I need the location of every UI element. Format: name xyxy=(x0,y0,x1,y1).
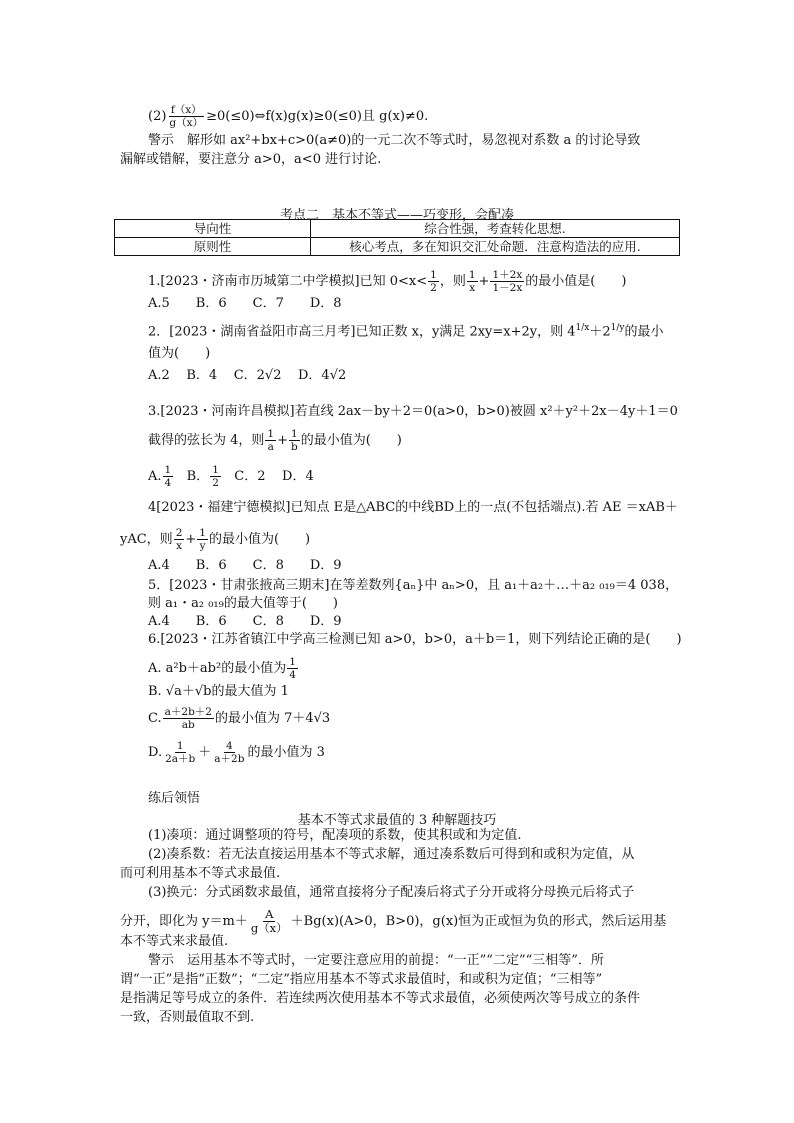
question-3-line-2: 截得的弦长为 4，则 $\frac{1}{a}$ + $\frac{1}{b}$ 的最小值为( ) xyxy=(148,428,402,453)
question-4-line-2: yAC，则 $\frac{2}{x}$ + $\frac{1}{y}$ 的最小值为( ) xyxy=(120,527,311,552)
tip-1: (1)凑项：通过调整项的符号，配凑项的系数，使其积或和为定值. xyxy=(148,828,522,843)
question-6-option-d: D. $\frac{1}{2a+b}$ ＋ $\frac{4}{a+2b}$ 的最小值为 3 xyxy=(148,740,325,765)
question-3-line-1: 3.[2023・河南许昌模拟]若直线 2ax－by＋2＝0(a>0，b>0)被圆 x²＋y²＋2x－4y＋1＝0 xyxy=(148,404,678,419)
warning-2-line-2: 谓“一正”是指“正数”；“二定”指应用基本不等式求最值时，和或积为定值；“三相等” xyxy=(120,972,603,987)
tip-2-line-2: 而可利用基本不等式求最值. xyxy=(120,866,281,881)
section-title: 考点二 基本不等式——巧变形，会配凑 xyxy=(279,208,514,223)
table-row xyxy=(115,220,680,238)
question-4-line-1: 4[2023・福建宁德模拟]已知点 E是△ABC的中线BD上的一点(不包括端点).若 AE ＝xAB＋ xyxy=(148,500,678,515)
question-4-options: A.4 B．6 C．8 D．9 xyxy=(148,558,342,573)
question-5-line-2: 则 a₁・a₂ ₀₁₉的最大值等于( ) xyxy=(148,596,338,611)
fraction: $\frac{1}{2a+b}$ xyxy=(165,740,196,765)
question-6-option-c: C. $\frac{a+2b+2}{ab}$ 的最小值为 7＋4√3 xyxy=(148,706,331,731)
question-1: 1.[2023・济南市历城第二中学模拟]已知 0<x< $\frac{1}{2}$ ，则 $\frac{1}{x}$ + $\frac{1+2x}{1-2x}$ 的最小值是( ) xyxy=(148,269,627,294)
question-5-line-1: 5．[2023・甘肃张掖高三期末]在等差数列{aₙ}中 aₙ>0，且 a₁＋a₂＋…＋a₂ ₀₁₉＝4 038， xyxy=(148,578,679,593)
table-cell-label: 导向性 xyxy=(115,220,311,238)
tip-3-line-1: (3)换元：分式函数求最值，通常直接将分子配凑后将式子分开或将分母换元后将式子 xyxy=(148,885,635,900)
fraction: $\frac{2}{x}$ xyxy=(175,527,183,552)
warning-2-line-1: 警示 运用基本不等式时，一定要注意应用的前提：“一正”“二定”“三相等”．所 xyxy=(148,953,604,968)
question-1-options: A.5 B．6 C．7 D．8 xyxy=(148,296,342,311)
formula-line-2: (2) $\frac{f(x)}{g(x)}$ ≥0(≤0)⇔f(x)g(x)≥0(≤0)且 g(x)≠0. xyxy=(148,104,429,129)
fraction: $\frac{a+2b+2}{ab}$ xyxy=(164,706,212,731)
fraction: $\frac{1}{y}$ xyxy=(199,527,206,552)
question-2: 2．[2023・湖南省益阳市高三月考]已知正数 x，y满足 2xy=x+2y，则 $4^{1/x}+2^{1/y}$的最小 xyxy=(148,323,664,340)
warning-1-line-1: 警示 解形如 ax²+bx+c>0(a≠0)的一元二次不等式时，易忽视对系数 a 的讨论导致 xyxy=(148,133,641,148)
fraction-f-over-g: $\frac{f(x)}{g(x)}$ xyxy=(169,104,204,129)
practice-label: 练后领悟 xyxy=(148,791,201,806)
fraction: $\frac{1}{2}$ xyxy=(212,464,219,489)
question-3-options: A. $\frac{1}{4}$ B． $\frac{1}{2}$ C．2 D．4 xyxy=(148,464,314,489)
fraction: $\frac{A}{g(x)}$ xyxy=(250,907,288,935)
guide-table xyxy=(114,219,680,256)
table-cell-value: 核心考点，多在知识交汇处命题．注意构造法的应用. xyxy=(311,238,680,256)
tip-3-line-2: 分开，即化为 y＝m＋ $\frac{A}{g(x)}$ ＋Bg(x)(A>0，B>0)，g(x)恒为正或恒为负的形式，然后运用基 xyxy=(120,907,667,935)
question-2-line-2: 值为( ) xyxy=(148,346,211,361)
table-cell-label: 原则性 xyxy=(115,238,311,256)
question-6-option-b: B. √a＋√b的最大值为 1 xyxy=(148,684,289,699)
question-6-line-1: 6.[2023・江苏省镇江中学高三检测已知 a>0，b>0，a＋b＝1，则下列结论正确的是( ) xyxy=(148,632,682,647)
fraction: $\frac{1}{2}$ xyxy=(430,269,437,294)
question-2-options: A.2 B．4 C．2√2 D．4√2 xyxy=(148,368,347,383)
fraction: $\frac{1+2x}{1-2x}$ xyxy=(492,269,523,294)
fraction: $\frac{1}{a}$ xyxy=(267,428,275,453)
table-cell-value: 综合性强，考查转化思想. xyxy=(311,220,680,238)
question-6-option-a: A. a²b＋ab²的最小值为 $\frac{1}{4}$ xyxy=(148,656,296,681)
warning-1-line-2: 漏解或错解，要注意分 a>0，a<0 进行讨论. xyxy=(120,152,382,167)
warning-2-line-4: 一致，否则最值取不到. xyxy=(120,1010,255,1025)
tip-2-line-1: (2)凑系数：若无法直接运用基本不等式求解，通过凑系数后可得到和或积为定值，从 xyxy=(148,847,635,862)
question-5-options: A.4 B．6 C．8 D．9 xyxy=(148,614,342,629)
tips-title: 基本不等式求最值的 3 种解题技巧 xyxy=(297,813,497,828)
table-row xyxy=(115,238,680,256)
tip-3-line-3: 本不等式来求最值. xyxy=(120,934,229,949)
fraction: $\frac{1}{4}$ xyxy=(164,464,172,489)
fraction: $\frac{1}{x}$ xyxy=(468,269,476,294)
fraction: $\frac{1}{4}$ xyxy=(289,656,296,681)
warning-2-line-3: 是指满足等号成立的条件．若连续两次使用基本不等式求最值，必须使两次等号成立的条件 xyxy=(120,991,641,1006)
fraction: $\frac{1}{b}$ xyxy=(291,428,298,453)
fraction: $\frac{4}{a+2b}$ xyxy=(214,740,245,765)
